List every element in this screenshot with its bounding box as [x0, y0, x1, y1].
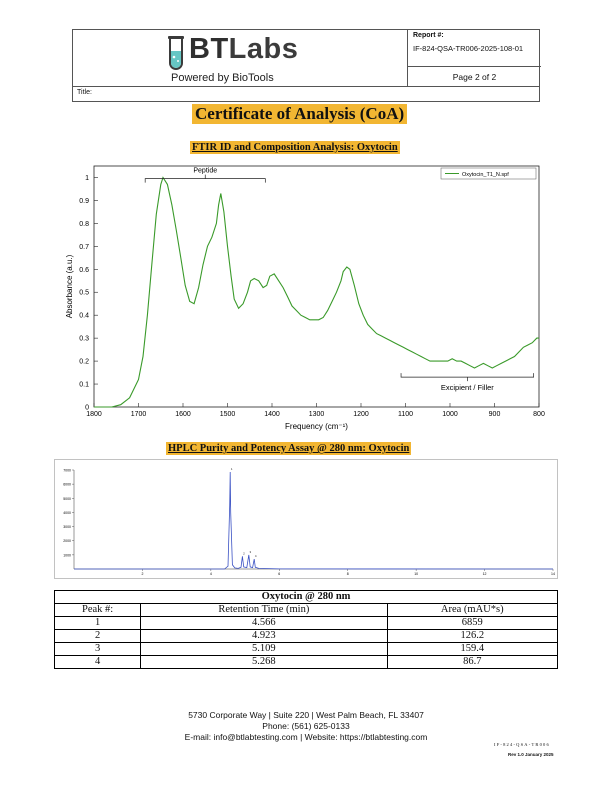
x-tick-label: 6	[278, 572, 281, 576]
x-tick-label: 8	[346, 572, 349, 576]
peak-label: 4	[254, 554, 257, 559]
footer-contact: E-mail: info@btlabtesting.com | Website: https://btlabtesting.com	[184, 732, 428, 742]
y-tick-label: 0.4	[79, 312, 89, 320]
x-tick-label: 1100	[397, 411, 414, 418]
test-tube-logo-icon	[165, 35, 187, 71]
table-row	[55, 617, 558, 630]
hplc-chromatogram	[54, 459, 558, 579]
excipient-bracket	[401, 373, 534, 377]
x-axis-label: Frequency (cm⁻¹)	[285, 422, 348, 431]
peak-label: 2	[243, 551, 245, 556]
x-tick-label: 10	[414, 572, 419, 576]
x-tick-label: 1800	[86, 411, 102, 418]
header-retention-time: Retention Time (min)	[141, 604, 387, 617]
cell-retention-time: 5.268	[141, 656, 387, 669]
y-tick-label: 3000	[63, 525, 71, 530]
y-tick-label: 0.1	[79, 381, 89, 389]
table-row	[55, 643, 558, 656]
y-tick-label: 6000	[63, 482, 71, 487]
cell-area: 159.4	[387, 643, 557, 656]
x-tick-label: 4	[209, 572, 212, 576]
y-tick-label: 0.9	[79, 197, 89, 205]
cell-area: 6859	[387, 617, 557, 630]
header-peak: Peak #:	[55, 604, 141, 617]
series-line-oxytocin	[94, 178, 539, 408]
header-area: Area (mAU*s)	[387, 604, 557, 617]
plot-frame	[94, 166, 539, 407]
report-number: IF-824-QSA-TR006-2025-108-01	[413, 44, 524, 53]
footer-phone: Phone: (561) 625-0133	[262, 721, 350, 731]
cell-peak: 2	[55, 630, 141, 643]
y-tick-label: 0.5	[79, 289, 89, 297]
x-tick-label: 1700	[130, 411, 147, 418]
legend-label: Oxytocin_T1_N.spf	[462, 172, 509, 178]
page-number: Page 2 of 2	[408, 66, 541, 86]
report-number-label: Report #:	[413, 32, 444, 39]
cell-retention-time: 5.109	[141, 643, 387, 656]
y-tick-label: 0.6	[79, 266, 89, 274]
x-tick-label: 12	[482, 572, 487, 576]
report-header	[72, 29, 540, 102]
cell-peak: 1	[55, 617, 141, 630]
logo-cell	[73, 30, 408, 86]
y-tick-label: 1000	[63, 553, 71, 558]
annotation-excipient: Excipient / Filler	[440, 383, 494, 393]
y-tick-label: 0.8	[79, 220, 89, 228]
document-title: Certificate of Analysis (CoA)	[192, 104, 407, 124]
peak-label: 1	[230, 466, 233, 471]
x-tick-label: 2	[141, 572, 144, 576]
x-tick-label: 1500	[219, 411, 236, 418]
x-tick-label: 800	[533, 411, 545, 418]
y-tick-label: 0.7	[79, 243, 89, 251]
hplc-section-title: HPLC Purity and Potency Assay @ 280 nm: Oxytocin	[168, 443, 410, 454]
x-tick-label: 1300	[308, 411, 325, 418]
table-row	[55, 656, 558, 669]
title-label: Title:	[77, 89, 92, 96]
y-tick-label: 4000	[63, 510, 71, 515]
peak-label: 3	[249, 549, 252, 554]
table-row	[55, 630, 558, 643]
annotation-peptide: Peptide	[193, 167, 218, 175]
ftir-chart	[60, 152, 550, 434]
cell-retention-time: 4.923	[141, 630, 387, 643]
ftir-section-title: FTIR ID and Composition Analysis: Oxytocin	[192, 142, 398, 153]
chromatogram-frame	[55, 460, 558, 579]
x-tick-label: 1000	[442, 411, 458, 418]
y-tick-label: 0	[85, 404, 89, 412]
hplc-results-table	[54, 590, 558, 669]
table-caption: Oxytocin @ 280 nm	[55, 591, 558, 604]
cell-peak: 3	[55, 643, 141, 656]
peptide-bracket	[145, 179, 265, 183]
cell-peak: 4	[55, 656, 141, 669]
y-tick-label: 2000	[63, 539, 71, 544]
x-tick-label: 14	[551, 572, 555, 576]
y-tick-label: 0.2	[79, 358, 89, 366]
x-tick-label: 1200	[353, 411, 369, 418]
logo-wordmark: BTLabs	[189, 33, 299, 65]
cell-retention-time: 4.566	[141, 617, 387, 630]
x-tick-label: 900	[488, 411, 501, 418]
report-info	[408, 30, 541, 86]
title-row	[73, 86, 539, 102]
y-tick-label: 5000	[63, 496, 71, 501]
revision-label: Rev 1.0 January 2025	[508, 752, 554, 757]
x-tick-label: 1600	[175, 411, 191, 418]
y-tick-label: 1	[85, 174, 89, 182]
cell-area: 126.2	[387, 630, 557, 643]
y-tick-label: 7000	[63, 468, 71, 473]
y-tick-label: 0.3	[79, 335, 89, 343]
footer-address: 5730 Corporate Way | Suite 220 | West Palm Beach, FL 33407	[188, 710, 424, 720]
document-code: IF-824-QSA-TR006	[494, 742, 550, 747]
cell-area: 86.7	[387, 656, 557, 669]
y-axis-label: Absorbance (a.u.)	[65, 254, 74, 319]
x-tick-label: 1400	[264, 411, 280, 418]
logo-tagline: Powered by BioTools	[171, 72, 274, 84]
